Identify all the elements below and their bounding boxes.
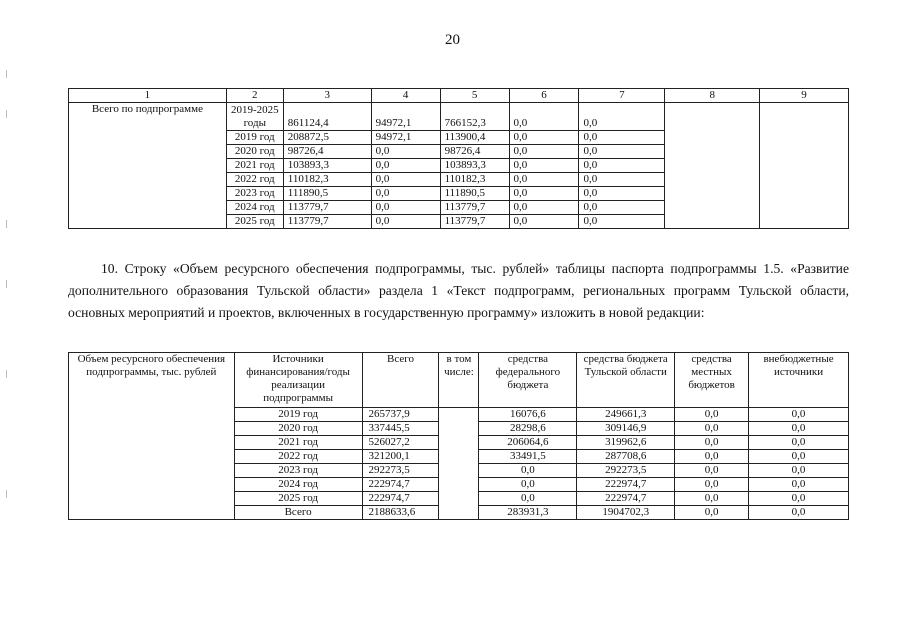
value-cell: 0,0 bbox=[579, 159, 665, 173]
value-cell: 98726,4 bbox=[440, 145, 509, 159]
value-cell: 0,0 bbox=[509, 159, 579, 173]
value-cell: 337445,5 bbox=[362, 422, 439, 436]
year-cell: 2025 год bbox=[226, 215, 283, 229]
year-cell: 2024 год bbox=[234, 478, 362, 492]
table1-header-cell: 7 bbox=[579, 89, 665, 103]
table1-header-cell: 1 bbox=[69, 89, 227, 103]
value-cell: 33491,5 bbox=[479, 450, 577, 464]
value-cell: 0,0 bbox=[749, 408, 849, 422]
scan-margin-marks bbox=[6, 70, 8, 590]
value-cell: 110182,3 bbox=[283, 173, 371, 187]
value-cell: 111890,5 bbox=[283, 187, 371, 201]
year-cell: 2023 год bbox=[226, 187, 283, 201]
value-cell: 0,0 bbox=[509, 201, 579, 215]
value-cell: 222974,7 bbox=[577, 492, 675, 506]
table1-header-cell: 5 bbox=[440, 89, 509, 103]
year-cell: 2020 год bbox=[234, 422, 362, 436]
value-cell: 113779,7 bbox=[440, 201, 509, 215]
value-cell: 1904702,3 bbox=[577, 506, 675, 520]
table2-header-cell: в том числе: bbox=[439, 353, 479, 408]
value-cell: 0,0 bbox=[371, 201, 440, 215]
value-cell: 206064,6 bbox=[479, 436, 577, 450]
table2-header-cell: Всего bbox=[362, 353, 439, 408]
year-cell: 2021 год bbox=[226, 159, 283, 173]
value-cell: 0,0 bbox=[371, 159, 440, 173]
value-cell: 222974,7 bbox=[362, 478, 439, 492]
value-cell: 0,0 bbox=[675, 506, 749, 520]
value-cell: 526027,2 bbox=[362, 436, 439, 450]
value-cell: 0,0 bbox=[479, 492, 577, 506]
value-cell: 0,0 bbox=[749, 492, 849, 506]
value-cell: 0,0 bbox=[579, 187, 665, 201]
table2-header-cell: Источники финансирования/годы реализации подпрограммы bbox=[234, 353, 362, 408]
value-cell: 0,0 bbox=[675, 436, 749, 450]
subprogram-totals-table bbox=[68, 88, 849, 229]
page-number: 20 bbox=[445, 32, 460, 48]
table2-header-cell: средства местных бюджетов bbox=[675, 353, 749, 408]
value-cell: 222974,7 bbox=[362, 492, 439, 506]
table1-header-cell: 6 bbox=[509, 89, 579, 103]
table-row bbox=[69, 103, 849, 131]
value-cell: 0,0 bbox=[579, 103, 665, 131]
value-cell: 309146,9 bbox=[577, 422, 675, 436]
table2-header-cell: внебюджетные источники bbox=[749, 353, 849, 408]
empty-cell bbox=[760, 103, 849, 229]
table2-header-cell: средства бюджета Тульской области bbox=[577, 353, 675, 408]
value-cell: 0,0 bbox=[579, 215, 665, 229]
year-cell: 2019-2025 годы bbox=[226, 103, 283, 131]
value-cell: 16076,6 bbox=[479, 408, 577, 422]
value-cell: 110182,3 bbox=[440, 173, 509, 187]
year-cell: 2022 год bbox=[226, 173, 283, 187]
value-cell: 0,0 bbox=[509, 131, 579, 145]
value-cell: 0,0 bbox=[371, 215, 440, 229]
value-cell: 98726,4 bbox=[283, 145, 371, 159]
table2-row-label: Объем ресурсного обеспечения подпрограммы, тыс. рублей bbox=[69, 353, 235, 520]
value-cell: 0,0 bbox=[675, 450, 749, 464]
table1-header-row bbox=[69, 89, 849, 103]
year-cell: 2019 год bbox=[226, 131, 283, 145]
value-cell: 0,0 bbox=[749, 478, 849, 492]
year-cell: 2020 год bbox=[226, 145, 283, 159]
table2-header-cell: средства федерального бюджета bbox=[479, 353, 577, 408]
value-cell: 94972,1 bbox=[371, 131, 440, 145]
value-cell: 0,0 bbox=[579, 201, 665, 215]
table1-header-cell: 9 bbox=[760, 89, 849, 103]
value-cell: 103893,3 bbox=[283, 159, 371, 173]
value-cell: 0,0 bbox=[675, 422, 749, 436]
value-cell: 113779,7 bbox=[440, 215, 509, 229]
year-cell: 2024 год bbox=[226, 201, 283, 215]
empty-cell bbox=[439, 408, 479, 520]
value-cell: 111890,5 bbox=[440, 187, 509, 201]
value-cell: 861124,4 bbox=[283, 103, 371, 131]
amendment-paragraph: 10. Строку «Объем ресурсного обеспечения подпрограммы, тыс. рублей» таблицы паспорта подпрограммы 1.5. «Развитие дополнительного образования Тульской области» раздела 1 «Текст подпрограмм, региональных программ Тульской области, основных мероприятий и проектов, включенных в государственную программу» изложить в новой редакции: bbox=[68, 261, 849, 320]
year-cell: 2022 год bbox=[234, 450, 362, 464]
value-cell: 0,0 bbox=[509, 173, 579, 187]
value-cell: 0,0 bbox=[509, 215, 579, 229]
value-cell: 0,0 bbox=[479, 464, 577, 478]
value-cell: 28298,6 bbox=[479, 422, 577, 436]
value-cell: 0,0 bbox=[749, 464, 849, 478]
value-cell: 0,0 bbox=[579, 145, 665, 159]
value-cell: 249661,3 bbox=[577, 408, 675, 422]
table1-header-cell: 8 bbox=[665, 89, 760, 103]
value-cell: 94972,1 bbox=[371, 103, 440, 131]
table1-row-label: Всего по подпрограмме bbox=[69, 103, 227, 229]
value-cell: 766152,3 bbox=[440, 103, 509, 131]
table2-header-row bbox=[69, 353, 849, 408]
value-cell: 283931,3 bbox=[479, 506, 577, 520]
value-cell: 0,0 bbox=[371, 173, 440, 187]
value-cell: 287708,6 bbox=[577, 450, 675, 464]
value-cell: 0,0 bbox=[579, 173, 665, 187]
value-cell: 0,0 bbox=[509, 187, 579, 201]
value-cell: 0,0 bbox=[579, 131, 665, 145]
resource-provision-table bbox=[68, 352, 849, 520]
value-cell: 113779,7 bbox=[283, 215, 371, 229]
value-cell: 0,0 bbox=[675, 492, 749, 506]
year-cell: 2021 год bbox=[234, 436, 362, 450]
value-cell: 0,0 bbox=[749, 506, 849, 520]
value-cell: 265737,9 bbox=[362, 408, 439, 422]
value-cell: 2188633,6 bbox=[362, 506, 439, 520]
value-cell: 292273,5 bbox=[577, 464, 675, 478]
value-cell: 319962,6 bbox=[577, 436, 675, 450]
year-cell: Всего bbox=[234, 506, 362, 520]
value-cell: 103893,3 bbox=[440, 159, 509, 173]
value-cell: 0,0 bbox=[509, 103, 579, 131]
value-cell: 321200,1 bbox=[362, 450, 439, 464]
value-cell: 0,0 bbox=[675, 408, 749, 422]
year-cell: 2025 год bbox=[234, 492, 362, 506]
table1-header-cell: 3 bbox=[283, 89, 371, 103]
value-cell: 0,0 bbox=[371, 187, 440, 201]
value-cell: 292273,5 bbox=[362, 464, 439, 478]
empty-cell bbox=[665, 103, 760, 229]
value-cell: 113900,4 bbox=[440, 131, 509, 145]
value-cell: 208872,5 bbox=[283, 131, 371, 145]
year-cell: 2019 год bbox=[234, 408, 362, 422]
table1-header-cell: 2 bbox=[226, 89, 283, 103]
value-cell: 113779,7 bbox=[283, 201, 371, 215]
value-cell: 0,0 bbox=[479, 478, 577, 492]
value-cell: 0,0 bbox=[749, 450, 849, 464]
value-cell: 0,0 bbox=[749, 436, 849, 450]
value-cell: 0,0 bbox=[371, 145, 440, 159]
table1-header-cell: 4 bbox=[371, 89, 440, 103]
value-cell: 0,0 bbox=[509, 145, 579, 159]
year-cell: 2023 год bbox=[234, 464, 362, 478]
value-cell: 222974,7 bbox=[577, 478, 675, 492]
value-cell: 0,0 bbox=[675, 464, 749, 478]
value-cell: 0,0 bbox=[749, 422, 849, 436]
value-cell: 0,0 bbox=[675, 478, 749, 492]
